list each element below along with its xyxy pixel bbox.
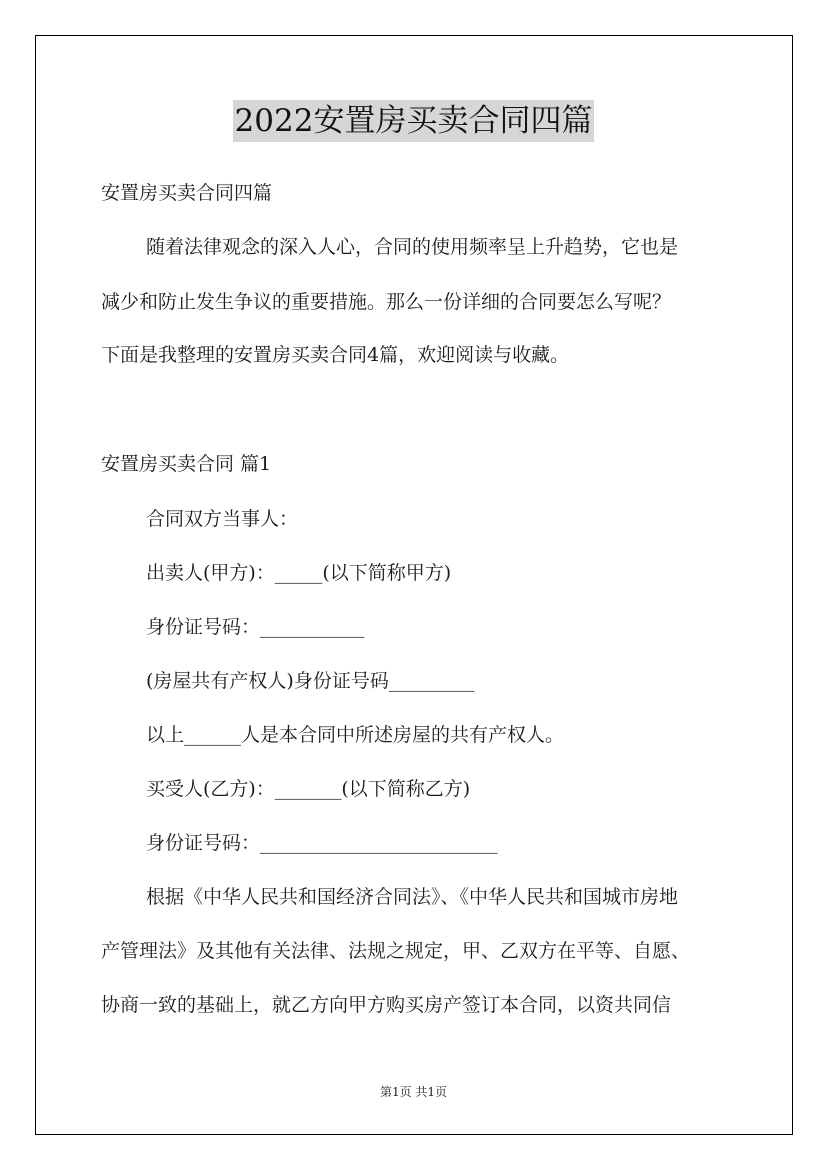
- intro-line-1: 随着法律观念的深入人心，合同的使用频率呈上升趋势，它也是: [146, 236, 679, 258]
- contract-line-coowners: 以上______人是本合同中所述房屋的共有产权人。: [146, 724, 565, 746]
- basis-line-1: 根据《中华人民共和国经济合同法》、《中华人民共和国城市房地: [146, 886, 679, 908]
- contract-line-buyer: 买受人(乙方)：_______(以下简称乙方): [146, 778, 471, 800]
- document-title: [0, 100, 827, 142]
- contract-line-buyer-id: 身份证号码：_________________________: [146, 832, 498, 854]
- document-title-text: 2022安置房买卖合同四篇: [233, 100, 595, 142]
- basis-line-2: 产管理法》及其他有关法律、法规之规定，甲、乙双方在平等、自愿、: [101, 940, 691, 962]
- contract-line-parties: 合同双方当事人：: [146, 508, 299, 530]
- contract-line-seller-id: 身份证号码：___________: [146, 616, 365, 638]
- section-heading: 安置房买卖合同 篇1: [101, 453, 272, 475]
- basis-line-3: 协商一致的基础上，就乙方向甲方购买房产签订本合同，以资共同信: [101, 994, 672, 1016]
- intro-line-3: 下面是我整理的安置房买卖合同4篇，欢迎阅读与收藏。: [101, 344, 570, 366]
- document-subtitle: 安置房买卖合同四篇: [101, 182, 273, 204]
- contract-line-coowner-id: (房屋共有产权人)身份证号码_________: [146, 670, 475, 692]
- contract-line-seller: 出卖人(甲方)：_____(以下简称甲方): [146, 562, 452, 584]
- page-footer: 第1页 共1页: [379, 1085, 448, 1099]
- intro-line-2: 减少和防止发生争议的重要措施。那么一份详细的合同要怎么写呢？: [101, 291, 672, 313]
